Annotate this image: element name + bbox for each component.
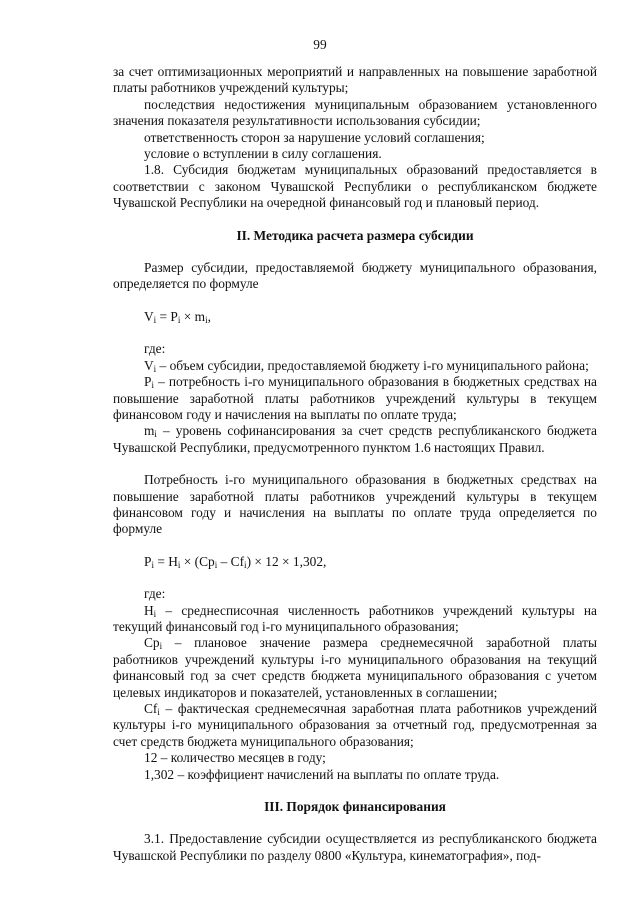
definition-12: 12 – количество месяцев в году; (144, 750, 326, 766)
paragraph-responsibility: ответственность сторон за нарушение условий соглашения; (144, 129, 485, 145)
paragraph-consequences: последствия недостижения муниципальным образованием установленного значения показателя результативности использования субсидии; (113, 96, 597, 129)
paragraph-continuation: за счет оптимизационных мероприятий и направленных на повышение заработной платы работников учреждений культуры; (113, 64, 597, 96)
paragraph-need: Потребность i-го муниципального образования в бюджетных средствах на повышение заработной платы работников учреждений культуры в текущем финансовом году и начисления на выплаты по оплате труда определяется по формуле (113, 472, 597, 537)
definition-v: $V_i$ – объем субсидии, предоставляемой бюджету i-го муниципального района; (144, 357, 589, 374)
paragraph-3-1: 3.1. Предоставление субсидии осуществляется из республиканского бюджета Чувашской Республики по разделу 0800 «Культура, кинематография», под- (113, 831, 597, 863)
section-heading-2: II. Методика расчета размера субсидии (236, 227, 474, 243)
definition-1302: 1,302 – коэффициент начислений на выплаты по оплате труда. (144, 766, 500, 782)
where-label: где: (144, 341, 166, 357)
formula-need: $P_i = Н_i \times (Ср_i - Сf_i) \times 12 \times 1,302$, (144, 553, 327, 570)
section-heading-3: III. Порядок финансирования (264, 799, 446, 815)
definition-m: $m_i$ – уровень софинансирования за счет средств республиканского бюджета Чувашской Республики, предусмотренного пунктом 1.6 настоящих Правил. (113, 423, 597, 455)
formula-subsidy: $V_i = P_i \times m_i$, (144, 308, 211, 325)
document-body (113, 64, 597, 864)
paragraph-entry-into-force: условие о вступлении в силу соглашения. (144, 146, 382, 162)
definition-p: $P_i$ – потребность i-го муниципального образования в бюджетных средствах на повышение заработной платы работников учреждений культуры в текущем финансовом году и начисления на выплаты по оплате труда; (113, 374, 597, 422)
definition-cp: $Ср_i$ – плановое значение размера среднемесячной заработной платы работников учреждений культуры i-го муниципального образования на текущий финансовый год за счет средств бюджета муниципального образования с учетом целевых индикаторов и показателей, установленных в соглашении; (113, 635, 597, 700)
paragraph-1-8: 1.8. Субсидия бюджетам муниципальных образований предоставляется в соответствии с законом Чувашской Республики о республиканском бюджете Чувашской Республики на очередной финансовый год и плановый период. (113, 162, 597, 211)
paragraph-subsidy-size: Размер субсидии, предоставляемой бюджету муниципального образования, определяется по формуле (113, 260, 597, 292)
where-label-2: где: (144, 586, 166, 602)
definition-h: $Н_i$ – среднесписочная численность работников учреждений культуры на текущий финансовый год i-го муниципального образования; (113, 602, 597, 634)
definition-cf: $Сf_i$ – фактическая среднемесячная заработная плата работников учреждений культуры i-го муниципального образования за отчетный год, предусмотренная за счет средств бюджета муниципального образования; (113, 701, 597, 749)
page-number: 99 (313, 37, 327, 52)
